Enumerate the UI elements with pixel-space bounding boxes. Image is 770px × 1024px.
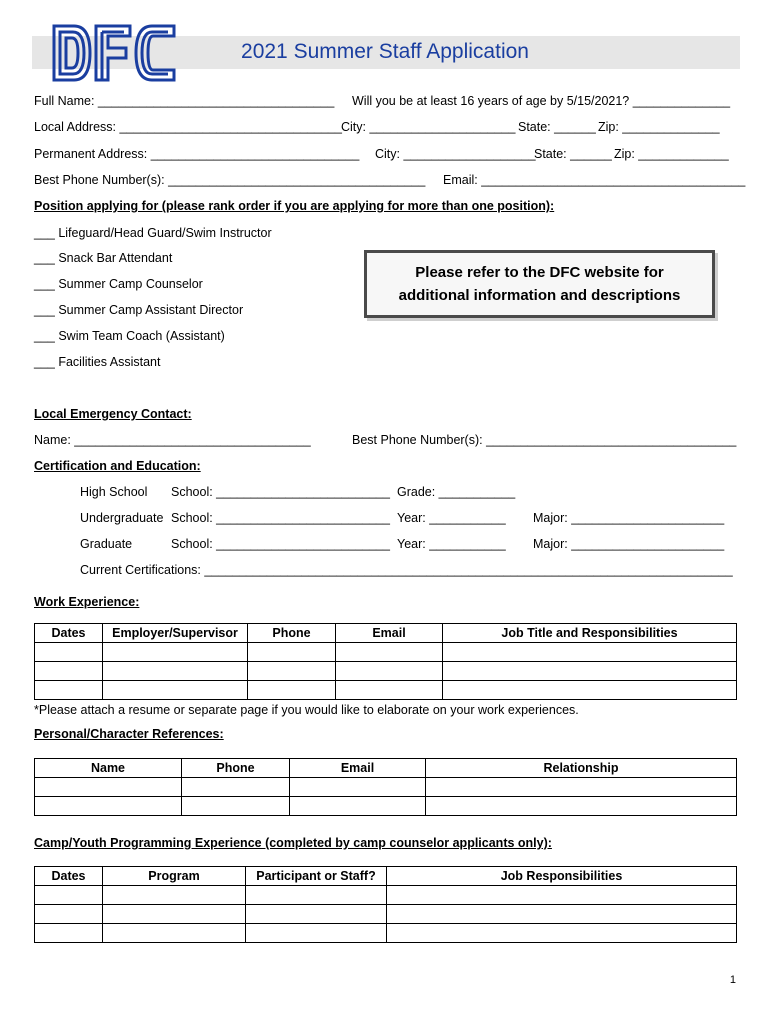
- references-table: [34, 758, 737, 816]
- table-row[interactable]: [35, 681, 737, 700]
- notice-line-1: Please refer to the DFC website for: [415, 264, 664, 281]
- table-cell[interactable]: [248, 643, 336, 662]
- table-cell[interactable]: [248, 681, 336, 700]
- work-heading: Work Experience:: [34, 595, 140, 609]
- education-heading: Certification and Education:: [34, 459, 201, 473]
- position-heading: Position applying for (please rank order if you are applying for more than one position):: [34, 199, 555, 213]
- table-cell[interactable]: [35, 905, 103, 924]
- table-cell[interactable]: [103, 905, 246, 924]
- permanent-state-field[interactable]: State: ______: [534, 147, 612, 161]
- table-cell[interactable]: [290, 778, 426, 797]
- camp-experience-table: [34, 866, 737, 943]
- column-header: Job Responsibilities: [387, 867, 737, 886]
- table-row[interactable]: [35, 797, 737, 816]
- certifications-field[interactable]: Current Certifications: ____________________________________________________________________________: [80, 563, 733, 577]
- table-cell[interactable]: [35, 681, 103, 700]
- email-field[interactable]: Email: ______________________________________: [443, 173, 746, 187]
- education-level-graduate: Graduate: [80, 537, 133, 551]
- column-header: Phone: [248, 624, 336, 643]
- table-cell[interactable]: [387, 905, 737, 924]
- graduate-year-field[interactable]: Year: ___________: [397, 537, 506, 551]
- table-header-row: [35, 867, 737, 886]
- table-cell[interactable]: [246, 886, 387, 905]
- table-row[interactable]: [35, 924, 737, 943]
- age-question-field[interactable]: Will you be at least 16 years of age by 5/15/2021? ______________: [352, 94, 731, 108]
- undergraduate-school-field[interactable]: School: _________________________: [171, 511, 390, 525]
- table-row[interactable]: [35, 778, 737, 797]
- column-header: Name: [35, 759, 182, 778]
- local-address-field[interactable]: Local Address: ________________________________: [34, 120, 342, 134]
- table-cell[interactable]: [290, 797, 426, 816]
- permanent-zip-field[interactable]: Zip: _____________: [614, 147, 729, 161]
- position-option-camp-assistant-director[interactable]: ___ Summer Camp Assistant Director: [34, 303, 244, 317]
- table-cell[interactable]: [387, 924, 737, 943]
- table-cell[interactable]: [443, 681, 737, 700]
- table-cell[interactable]: [182, 797, 290, 816]
- undergraduate-year-field[interactable]: Year: ___________: [397, 511, 506, 525]
- position-option-snack-bar[interactable]: ___ Snack Bar Attendant: [34, 251, 173, 265]
- table-cell[interactable]: [426, 778, 737, 797]
- graduate-school-field[interactable]: School: _________________________: [171, 537, 390, 551]
- references-heading: Personal/Character References:: [34, 727, 224, 741]
- column-header: Relationship: [426, 759, 737, 778]
- table-cell[interactable]: [103, 662, 248, 681]
- local-city-field[interactable]: City: _____________________: [341, 120, 516, 134]
- table-cell[interactable]: [182, 778, 290, 797]
- table-header-row: [35, 759, 737, 778]
- column-header: Email: [290, 759, 426, 778]
- table-cell[interactable]: [336, 681, 443, 700]
- local-zip-field[interactable]: Zip: ______________: [598, 120, 720, 134]
- table-cell[interactable]: [35, 643, 103, 662]
- column-header: Participant or Staff?: [246, 867, 387, 886]
- column-header: Job Title and Responsibilities: [443, 624, 737, 643]
- table-cell[interactable]: [35, 778, 182, 797]
- column-header: Employer/Supervisor: [103, 624, 248, 643]
- table-cell[interactable]: [426, 797, 737, 816]
- table-cell[interactable]: [246, 905, 387, 924]
- position-option-camp-counselor[interactable]: ___ Summer Camp Counselor: [34, 277, 203, 291]
- table-cell[interactable]: [35, 886, 103, 905]
- high-school-grade-field[interactable]: Grade: ___________: [397, 485, 516, 499]
- education-level-undergraduate: Undergraduate: [80, 511, 164, 525]
- table-cell[interactable]: [35, 662, 103, 681]
- page-title: 2021 Summer Staff Application: [241, 40, 529, 63]
- high-school-name-field[interactable]: School: _________________________: [171, 485, 390, 499]
- table-cell[interactable]: [35, 797, 182, 816]
- column-header: Phone: [182, 759, 290, 778]
- table-cell[interactable]: [443, 643, 737, 662]
- local-state-field[interactable]: State: ______: [518, 120, 596, 134]
- table-row[interactable]: [35, 886, 737, 905]
- table-header-row: [35, 624, 737, 643]
- position-option-lifeguard[interactable]: ___ Lifeguard/Head Guard/Swim Instructor: [34, 226, 272, 240]
- table-cell[interactable]: [443, 662, 737, 681]
- table-cell[interactable]: [103, 681, 248, 700]
- table-cell[interactable]: [336, 643, 443, 662]
- camp-heading: Camp/Youth Programming Experience (completed by camp counselor applicants only):: [34, 836, 552, 850]
- table-cell[interactable]: [35, 924, 103, 943]
- table-row[interactable]: [35, 662, 737, 681]
- notice-line-2: additional information and descriptions: [398, 287, 681, 304]
- column-header: Program: [103, 867, 246, 886]
- graduate-major-field[interactable]: Major: ______________________: [533, 537, 725, 551]
- column-header: Email: [336, 624, 443, 643]
- full-name-field[interactable]: Full Name: __________________________________: [34, 94, 335, 108]
- emergency-phone-field[interactable]: Best Phone Number(s): ____________________________________: [352, 433, 737, 447]
- permanent-city-field[interactable]: City: ___________________: [375, 147, 536, 161]
- education-level-high-school: High School: [80, 485, 148, 499]
- permanent-address-field[interactable]: Permanent Address: ______________________________: [34, 147, 360, 161]
- phone-field[interactable]: Best Phone Number(s): _____________________________________: [34, 173, 426, 187]
- emergency-name-field[interactable]: Name: __________________________________: [34, 433, 311, 447]
- resume-note: *Please attach a resume or separate page if you would like to elaborate on your work experiences.: [34, 703, 579, 717]
- undergraduate-major-field[interactable]: Major: ______________________: [533, 511, 725, 525]
- emergency-heading: Local Emergency Contact:: [34, 407, 192, 421]
- position-option-facilities[interactable]: ___ Facilities Assistant: [34, 355, 161, 369]
- website-notice-box: [364, 250, 715, 318]
- table-cell[interactable]: [336, 662, 443, 681]
- column-header: Dates: [35, 624, 103, 643]
- table-cell[interactable]: [103, 643, 248, 662]
- table-cell[interactable]: [248, 662, 336, 681]
- table-cell[interactable]: [246, 924, 387, 943]
- column-header: Dates: [35, 867, 103, 886]
- table-cell[interactable]: [103, 886, 246, 905]
- work-experience-table: [34, 623, 737, 700]
- page-number: 1: [729, 974, 736, 986]
- position-option-swim-coach[interactable]: ___ Swim Team Coach (Assistant): [34, 329, 225, 343]
- table-row[interactable]: [35, 905, 737, 924]
- table-row[interactable]: [35, 643, 737, 662]
- table-cell[interactable]: [103, 924, 246, 943]
- table-cell[interactable]: [387, 886, 737, 905]
